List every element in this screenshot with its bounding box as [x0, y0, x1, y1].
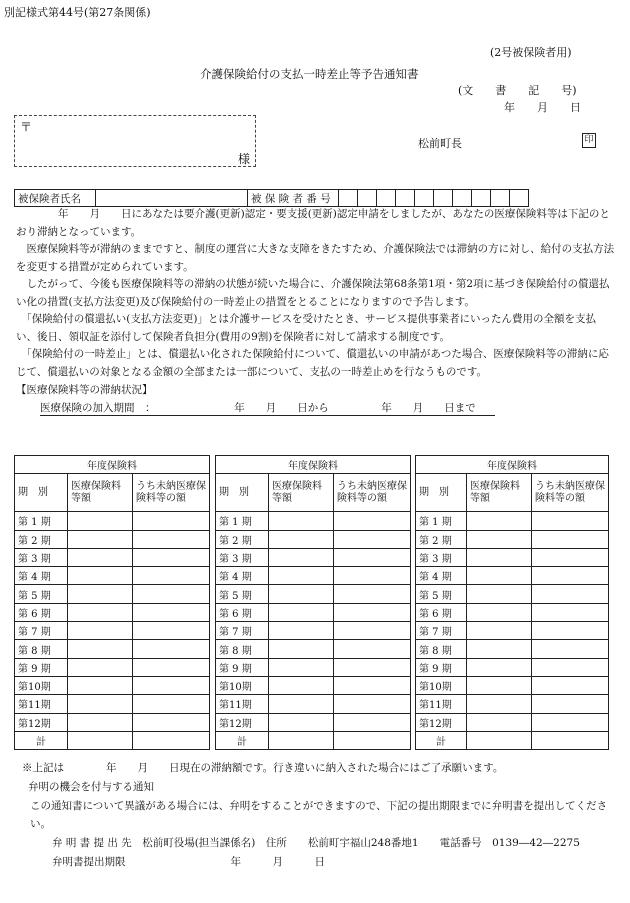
period-label: 第11期: [15, 695, 68, 713]
unpaid-cell[interactable]: [532, 603, 609, 621]
amount-cell[interactable]: [68, 640, 133, 658]
year-premium-header: 年度保険料: [15, 456, 210, 474]
unpaid-cell[interactable]: [532, 622, 609, 640]
amount-cell[interactable]: [68, 713, 133, 731]
amount-cell[interactable]: [467, 731, 532, 749]
period-label: 第 9 期: [416, 658, 467, 676]
unpaid-cell[interactable]: [334, 567, 411, 585]
unpaid-cell[interactable]: [532, 567, 609, 585]
table-row: [15, 622, 210, 640]
number-cell[interactable]: [358, 190, 377, 207]
period-label: 第 6 期: [216, 603, 269, 621]
number-cell[interactable]: [472, 190, 491, 207]
amount-cell[interactable]: [467, 713, 532, 731]
col-header-unpaid: うち未納医療保険料等の額: [334, 474, 411, 512]
unpaid-cell[interactable]: [133, 512, 210, 530]
table-row: [15, 658, 210, 676]
period-label: 第 5 期: [416, 585, 467, 603]
number-cell[interactable]: [434, 190, 453, 207]
number-cell[interactable]: [453, 190, 472, 207]
table-row: [416, 530, 609, 548]
period-label: 第 4 期: [216, 567, 269, 585]
honorific-sama: 様: [238, 152, 251, 166]
period-label: 第 5 期: [216, 585, 269, 603]
col-header-amount: 医療保険料等額: [269, 474, 334, 512]
opportunity-title: 弁明の機会を付与する通知: [28, 781, 154, 793]
issuer-name: 松前町長: [418, 137, 462, 150]
col-header-period: 期 別: [416, 474, 467, 512]
arrears-note: ※上記は 年 月 日現在の滞納額です。行き違いに納入された場合にはご了承願います。: [22, 762, 504, 774]
amount-cell[interactable]: [269, 585, 334, 603]
table-row: [416, 713, 609, 731]
number-cell[interactable]: [396, 190, 415, 207]
period-label: 第 7 期: [416, 622, 467, 640]
unpaid-cell[interactable]: [133, 731, 210, 749]
unpaid-cell[interactable]: [133, 585, 210, 603]
amount-cell[interactable]: [68, 658, 133, 676]
document-title: 介護保険給付の支払一時差止等予告通知書: [200, 67, 419, 81]
submission-address: 弁 明 書 提 出 先 松前町役場(担当課係名) 住所 松前町宇福山248番地1 電話番号 0139―42―2275: [52, 837, 580, 849]
number-cell[interactable]: [377, 190, 396, 207]
period-label: 第12期: [15, 713, 68, 731]
table-row: [216, 713, 411, 731]
unpaid-cell[interactable]: [334, 548, 411, 566]
table-row: [15, 548, 210, 566]
amount-cell[interactable]: [467, 658, 532, 676]
period-label: 第 8 期: [416, 640, 467, 658]
table-row: [15, 530, 210, 548]
unpaid-cell[interactable]: [334, 585, 411, 603]
amount-cell[interactable]: [467, 530, 532, 548]
table-row: [216, 676, 411, 694]
unpaid-cell[interactable]: [334, 622, 411, 640]
amount-cell[interactable]: [269, 548, 334, 566]
amount-cell[interactable]: [467, 548, 532, 566]
unpaid-cell[interactable]: [334, 640, 411, 658]
amount-cell[interactable]: [68, 548, 133, 566]
period-label: 第10期: [416, 676, 467, 694]
paragraph-suspension: 「保険給付の一時差止」とは、償還払い化された保険給付について、償還払いの申請があつた場合、医療保険料等の滞納に応じて、償還払いの対象となる金額の全部または一部について、支払の一時差止めを行なうものです。: [16, 348, 609, 378]
total-label: 計: [15, 731, 68, 749]
unpaid-cell[interactable]: [334, 731, 411, 749]
unpaid-cell[interactable]: [334, 658, 411, 676]
amount-cell[interactable]: [68, 512, 133, 530]
form-identifier: 別記様式第44号(第27条関係): [4, 6, 151, 19]
table-row: [216, 658, 411, 676]
unpaid-cell[interactable]: [133, 548, 210, 566]
premium-table-1: [14, 455, 210, 750]
table-row: [416, 512, 609, 530]
table-row: [15, 676, 210, 694]
period-label: 第 8 期: [216, 640, 269, 658]
period-label: 第 7 期: [216, 622, 269, 640]
table-row: [416, 640, 609, 658]
amount-cell[interactable]: [68, 676, 133, 694]
premium-table-3: [415, 455, 609, 750]
table-row: [15, 695, 210, 713]
table-row: [216, 530, 411, 548]
amount-cell[interactable]: [269, 676, 334, 694]
document-date: 年 月 日: [504, 101, 581, 114]
table-row: [216, 640, 411, 658]
unpaid-cell[interactable]: [334, 603, 411, 621]
table-row: [216, 603, 411, 621]
period-label: 第11期: [416, 695, 467, 713]
unpaid-cell[interactable]: [532, 731, 609, 749]
table-row: [416, 585, 609, 603]
period-label: 第 4 期: [416, 567, 467, 585]
table-row: [15, 585, 210, 603]
unpaid-cell[interactable]: [532, 676, 609, 694]
col-header-period: 期 別: [216, 474, 269, 512]
unpaid-cell[interactable]: [532, 713, 609, 731]
enrollment-period: 医療保険の加入期間 ： 年 月 日から 年 月 日まで: [40, 400, 495, 416]
col-header-unpaid: うち未納医療保険料等の額: [532, 474, 609, 512]
amount-cell[interactable]: [269, 658, 334, 676]
amount-cell[interactable]: [269, 603, 334, 621]
table-row: [15, 603, 210, 621]
amount-cell[interactable]: [467, 676, 532, 694]
table-row: [15, 567, 210, 585]
unpaid-cell[interactable]: [133, 676, 210, 694]
insured-name-field[interactable]: [96, 190, 248, 207]
unpaid-cell[interactable]: [532, 548, 609, 566]
amount-cell[interactable]: [269, 512, 334, 530]
table-row: [216, 695, 411, 713]
table-row: [416, 548, 609, 566]
insured-info-table: [14, 189, 529, 207]
paragraph-reimbursement: 「保険給付の償還払い(支払方法変更)」とは介護サービスを受けたとき、サービス提供事業者にいったん費用の全額を支払い、後日、領収証を添付して保険者負担分(費用の9割)を保険者に対して請求する制度です。: [16, 313, 597, 343]
insured-type-label: (2号被保険者用): [490, 46, 572, 59]
col-header-period: 期 別: [15, 474, 68, 512]
unpaid-cell[interactable]: [334, 530, 411, 548]
number-cell[interactable]: [510, 190, 529, 207]
total-label: 計: [216, 731, 269, 749]
amount-cell[interactable]: [68, 567, 133, 585]
amount-cell[interactable]: [269, 695, 334, 713]
opportunity-body: この通知書について異議がある場合には、弁明をすることができますので、下記の提出期限までに弁明書を提出してください。: [30, 800, 608, 830]
number-cell[interactable]: [415, 190, 434, 207]
amount-cell[interactable]: [269, 622, 334, 640]
section-heading: 【医療保険料等の滞納状況】: [16, 384, 153, 396]
amount-cell[interactable]: [467, 567, 532, 585]
total-label: 計: [416, 731, 467, 749]
total-row: [416, 731, 609, 749]
unpaid-cell[interactable]: [532, 695, 609, 713]
table-row: [416, 622, 609, 640]
table-row: [216, 567, 411, 585]
period-label: 第 1 期: [15, 512, 68, 530]
amount-cell[interactable]: [269, 567, 334, 585]
table-row: [416, 676, 609, 694]
postal-mark: 〒: [20, 120, 33, 134]
amount-cell[interactable]: [467, 695, 532, 713]
amount-cell[interactable]: [269, 713, 334, 731]
unpaid-cell[interactable]: [532, 640, 609, 658]
amount-cell[interactable]: [68, 585, 133, 603]
unpaid-cell[interactable]: [133, 530, 210, 548]
table-row: [416, 658, 609, 676]
period-label: 第 3 期: [416, 548, 467, 566]
period-label: 第12期: [216, 713, 269, 731]
table-row: [216, 622, 411, 640]
table-row: [416, 567, 609, 585]
unpaid-cell[interactable]: [133, 567, 210, 585]
unpaid-cell[interactable]: [133, 640, 210, 658]
amount-cell[interactable]: [269, 640, 334, 658]
total-row: [15, 731, 210, 749]
premium-table-2: [215, 455, 411, 750]
amount-cell[interactable]: [467, 512, 532, 530]
paragraph-application: 年 月 日にあなたは要介護(更新)認定・要支援(更新)認定申請をしましたが、あなたの医療保険料等は下記のとおり滞納となっています。: [16, 208, 610, 238]
table-row: [15, 713, 210, 731]
amount-cell[interactable]: [68, 695, 133, 713]
period-label: 第 4 期: [15, 567, 68, 585]
unpaid-cell[interactable]: [334, 676, 411, 694]
table-row: [216, 548, 411, 566]
period-label: 第 2 期: [416, 530, 467, 548]
unpaid-cell[interactable]: [133, 695, 210, 713]
period-label: 第 7 期: [15, 622, 68, 640]
table-row: [416, 695, 609, 713]
period-label: 第10期: [216, 676, 269, 694]
period-label: 第 9 期: [15, 658, 68, 676]
amount-cell[interactable]: [467, 585, 532, 603]
period-label: 第 1 期: [216, 512, 269, 530]
year-premium-header: 年度保険料: [416, 456, 609, 474]
table-row: [416, 603, 609, 621]
amount-cell[interactable]: [269, 731, 334, 749]
period-label: 第 3 期: [15, 548, 68, 566]
period-label: 第 8 期: [15, 640, 68, 658]
amount-cell[interactable]: [467, 622, 532, 640]
amount-cell[interactable]: [269, 530, 334, 548]
unpaid-cell[interactable]: [532, 512, 609, 530]
number-cell[interactable]: [491, 190, 510, 207]
table-row: [15, 640, 210, 658]
unpaid-cell[interactable]: [133, 713, 210, 731]
unpaid-cell[interactable]: [133, 622, 210, 640]
amount-cell[interactable]: [68, 622, 133, 640]
unpaid-cell[interactable]: [133, 658, 210, 676]
year-premium-header: 年度保険料: [216, 456, 411, 474]
period-label: 第11期: [216, 695, 269, 713]
insured-name-label: 被保険者氏名: [15, 190, 96, 207]
unpaid-cell[interactable]: [532, 658, 609, 676]
period-label: 第10期: [15, 676, 68, 694]
amount-cell[interactable]: [467, 640, 532, 658]
amount-cell[interactable]: [68, 603, 133, 621]
unpaid-cell[interactable]: [334, 695, 411, 713]
paragraph-delinquency: 医療保険料等が滞納のままですと、制度の運営に大きな支障をきたすため、介護保険法では滞納の方に対し、給付の支払方法を変更する措置が定められています。: [16, 243, 615, 273]
submission-deadline: 弁明書提出期限 年 月 日: [52, 856, 325, 868]
period-label: 第 6 期: [15, 603, 68, 621]
table-row: [216, 512, 411, 530]
address-box[interactable]: [14, 115, 256, 167]
document-number: (文 書 記 号): [458, 84, 577, 97]
period-label: 第 2 期: [15, 530, 68, 548]
period-label: 第 6 期: [416, 603, 467, 621]
unpaid-cell[interactable]: [532, 585, 609, 603]
period-label: 第 3 期: [216, 548, 269, 566]
amount-cell[interactable]: [467, 603, 532, 621]
period-label: 第 5 期: [15, 585, 68, 603]
period-label: 第 9 期: [216, 658, 269, 676]
unpaid-cell[interactable]: [532, 530, 609, 548]
period-label: 第 2 期: [216, 530, 269, 548]
insured-number-label: 被 保 険 者 番 号: [248, 190, 339, 207]
number-cell[interactable]: [339, 190, 358, 207]
unpaid-cell[interactable]: [334, 512, 411, 530]
unpaid-cell[interactable]: [334, 713, 411, 731]
col-header-amount: 医療保険料等額: [68, 474, 133, 512]
amount-cell[interactable]: [68, 731, 133, 749]
period-label: 第 1 期: [416, 512, 467, 530]
col-header-amount: 医療保険料等額: [467, 474, 532, 512]
unpaid-cell[interactable]: [133, 603, 210, 621]
table-row: [216, 585, 411, 603]
total-row: [216, 731, 411, 749]
seal-stamp: 印: [582, 133, 596, 148]
amount-cell[interactable]: [68, 530, 133, 548]
table-row: [15, 512, 210, 530]
period-label: 第12期: [416, 713, 467, 731]
paragraph-notice: したがって、今後も医療保険料等の滞納の状態が続いた場合に、介護保険法第68条第1項・第2項に基づき保険給付の償還払い化の措置(支払方法変更)及び保険給付の一時差止の措置をとることになりますので予告します。: [16, 278, 610, 308]
col-header-unpaid: うち未納医療保険料等の額: [133, 474, 210, 512]
